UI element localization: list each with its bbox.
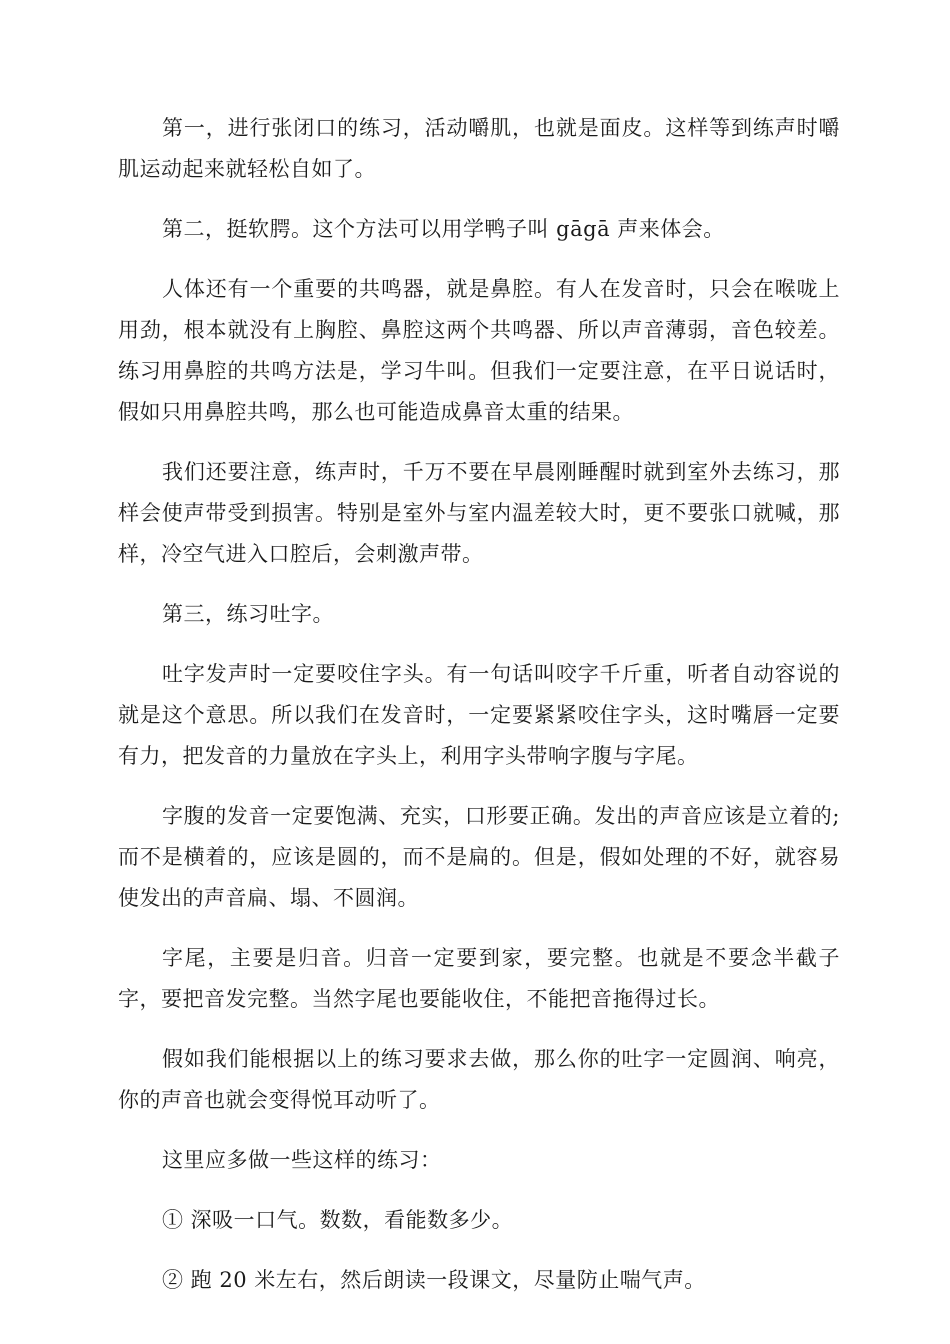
paragraph-exercise-one: 第一，进行张闭口的练习，活动嚼肌，也就是面皮。这样等到练声时嚼肌运动起来就轻松自如了。 bbox=[118, 116, 840, 181]
document-body bbox=[118, 108, 840, 1320]
paragraph-exercise-two: 第二，挺软腭。这个方法可以用学鸭子叫 gāgā 声来体会。 bbox=[162, 217, 725, 241]
list-item-practice-1: ① 深吸一口气。数数，看能数多少。 bbox=[162, 1208, 514, 1232]
paragraph-word-head: 吐字发声时一定要咬住字头。有一句话叫咬字千斤重，听者自动容说的就是这个意思。所以我们在发音时，一定要紧紧咬住字头，这时嘴唇一定要有力，把发音的力量放在字头上，利用字头带响字腹与字尾。 bbox=[118, 662, 840, 768]
paragraph-exercise-three: 第三，练习吐字。 bbox=[162, 602, 334, 626]
paragraph-summary: 假如我们能根据以上的练习要求去做，那么你的吐字一定圆润、响亮，你的声音也就会变得悦耳动听了。 bbox=[118, 1047, 840, 1112]
list-item-practice-2: ② 跑 20 米左右，然后朗读一段课文，尽量防止喘气声。 bbox=[162, 1268, 706, 1292]
paragraph-practice-intro: 这里应多做一些这样的练习： bbox=[162, 1148, 442, 1172]
paragraph-morning-caution: 我们还要注意，练声时，千万不要在早晨刚睡醒时就到室外去练习，那样会使声带受到损害。特别是室外与室内温差较大时，更不要张口就喊，那样，冷空气进入口腔后，会刺激声带。 bbox=[118, 460, 840, 566]
paragraph-word-belly: 字腹的发音一定要饱满、充实，口形要正确。发出的声音应该是立着的;而不是横着的，应该是圆的，而不是扁的。但是，假如处理的不好，就容易使发出的声音扁、塌、不圆润。 bbox=[118, 804, 840, 910]
paragraph-nasal-resonance: 人体还有一个重要的共鸣器，就是鼻腔。有人在发音时，只会在喉咙上用劲，根本就没有上胸腔、鼻腔这两个共鸣器、所以声音薄弱，音色较差。练习用鼻腔的共鸣方法是，学习牛叫。但我们一定要注意，在平日说话时，假如只用鼻腔共鸣，那么也可能造成鼻音太重的结果。 bbox=[118, 277, 840, 424]
paragraph-word-tail: 字尾，主要是归音。归音一定要到家，要完整。也就是不要念半截子字，要把音发完整。当然字尾也要能收住，不能把音拖得过长。 bbox=[118, 946, 840, 1011]
